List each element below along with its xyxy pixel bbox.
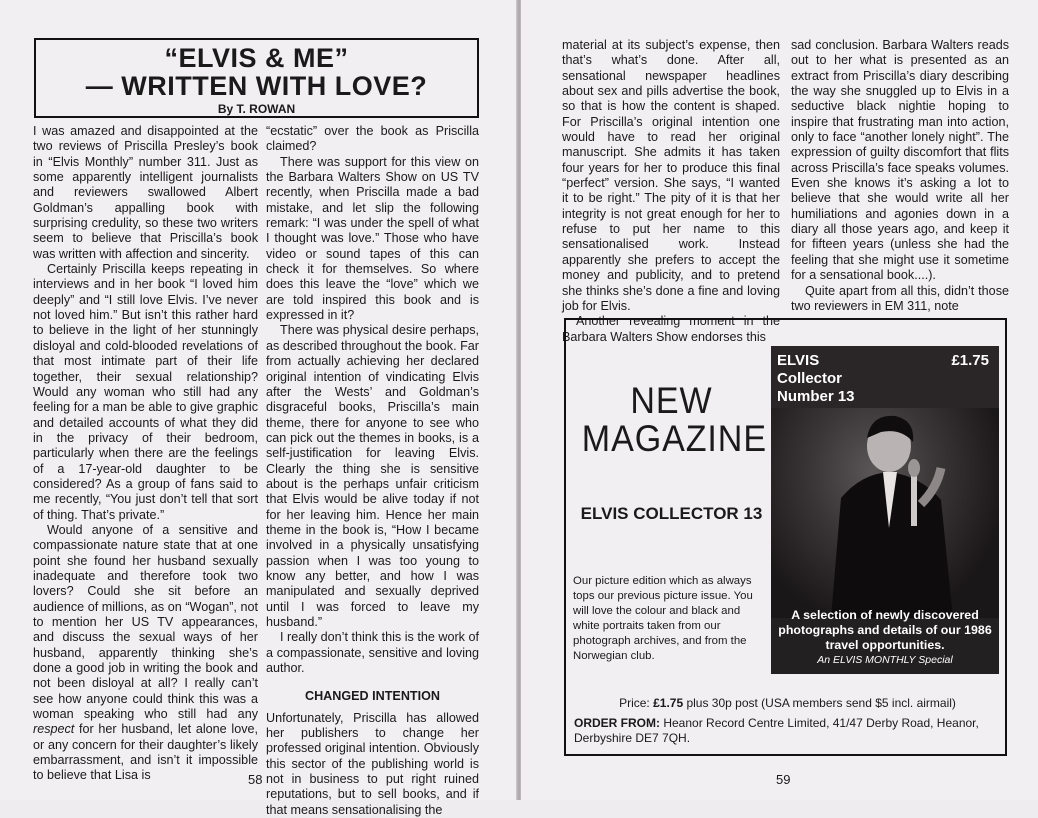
cover-title-line1: ELVIS bbox=[777, 352, 820, 369]
elvis-photo bbox=[771, 408, 999, 618]
cover-title-line2: Collector bbox=[777, 370, 843, 387]
ad-product-name: ELVIS COLLECTOR 13 bbox=[580, 504, 763, 523]
magazine-advertisement bbox=[564, 318, 1007, 756]
paragraph: I really don’t think this is the work of a compassionate, sensitive and loving author. bbox=[266, 630, 479, 676]
article-column-4 bbox=[791, 38, 1009, 318]
paragraph: Quite apart from all this, didn’t those two reviewers in EM 311, note bbox=[791, 283, 1009, 313]
order-address: Heanor Record Centre Limited, 41/47 Derby Road, Heanor, Derbyshire DE7 7QH. bbox=[574, 716, 979, 745]
ad-headline-line2: MAGAZINE bbox=[581, 418, 767, 459]
cover-header bbox=[771, 346, 999, 408]
magazine-cover-image bbox=[771, 346, 999, 674]
price-details: plus 30p post (USA members send $5 incl. airmail) bbox=[683, 696, 956, 710]
ad-price-line bbox=[566, 696, 1009, 710]
article-column-3 bbox=[562, 38, 780, 344]
ad-headline bbox=[581, 380, 767, 459]
section-heading: CHANGED INTENTION bbox=[304, 689, 441, 704]
paragraph-text: for her husband, let alone love, or any concern for their daughter’s likely embarrassment, and isn’t it impossible to believe that Lisa is bbox=[33, 722, 258, 783]
page-number-left: 58 bbox=[248, 772, 263, 787]
article-title-line1: “ELVIS & ME” bbox=[164, 43, 349, 73]
paragraph: I was amazed and disappointed at the two reviews of Priscilla Presley’s book in “Elvis Monthly” number 311. Just as some apparently intelligent journalists and reviewers swallowed Albert Goldman’s appalling book with surprising credulity, so these two writers seem to believe that Priscilla’s book was written with affection and sincerity. bbox=[33, 124, 258, 261]
ad-order-info bbox=[574, 716, 999, 746]
price-value: £1.75 bbox=[653, 696, 684, 710]
article-title-line2: — WRITTEN WITH LOVE? bbox=[85, 71, 428, 101]
cover-special-label: An ELVIS MONTHLY Special bbox=[817, 654, 953, 666]
paragraph: Another revealing moment in the Barbara Walters Show endorses this bbox=[562, 314, 780, 344]
price-label: Price: bbox=[619, 696, 654, 710]
ad-headline-line1: NEW bbox=[630, 380, 713, 421]
paragraph: Certainly Priscilla keeps repeating in interviews and in her book “I loved him deeply” and “I still love Elvis. I’ve never not loved him.” But isn’t this rather hard to believe in the light of her stunningly disloyal and cold-blooded revelations of that most intimate part of their life together, their sexual relationship? Would any woman who still had any feeling for a man be able to give graphic and detailed accounts of what they did in the privacy of their bedroom, particularly when there are the feelings of a 17-year-old daughter to be considered? As a group of fans said to me recently, “You just don’t tell that sort of thing. That’s private.” bbox=[33, 262, 258, 522]
performer-silhouette-icon bbox=[771, 408, 999, 618]
article-column-1 bbox=[33, 124, 258, 783]
cover-caption bbox=[771, 608, 999, 668]
article-byline: By T. ROWAN bbox=[217, 102, 296, 116]
ad-description: Our picture edition which as always tops our previous picture issue. You will love the colour and black and white portraits taken from our photograph archives, and from the Norwegian club. bbox=[573, 575, 753, 662]
article-title-box bbox=[34, 38, 479, 118]
paragraph: There was support for this view on the Barbara Walters Show on US TV recently, when Priscilla made a bad mistake, and let slip the following remark: “I was under the spell of what I thought was love.” Those who have video or sound tapes of this can check it for themselves. So where does this leave the “love” which we are told inspired this book and is expressed in it? bbox=[266, 154, 479, 323]
article-column-2 bbox=[266, 124, 479, 817]
cover-title-line3: Number 13 bbox=[777, 388, 855, 405]
paragraph: There was physical desire perhaps, as described throughout the book. Far from actually achieving her declared original intention of vindicating Elvis after the Wests’ and Goldman’s disgraceful books, Priscilla’s main theme, there for anyone to see who can pick out the themes in books, is a self-justification for leaving Elvis. Clearly the thing she is sensitive about is the perhaps unfair criticism that Elvis would be alive today if not for her leaving him. Hence her main theme in the book is, “How I became involved in a physically unsatisfying passion when I was too young to know any better, and how I was manipulated and sexually deprived until I was forced to leave my husband.” bbox=[266, 323, 479, 629]
cover-title bbox=[777, 352, 855, 406]
paragraph: Unfortunately, Priscilla has allowed her publishers to change her professed original intention. Obviously this sector of the publishing world is not in business to put right ruined reputations, but to sell books, and if that means sensationalising the bbox=[266, 710, 479, 817]
order-label: ORDER FROM: bbox=[574, 716, 660, 730]
page-number-right: 59 bbox=[776, 772, 791, 787]
paragraph: sad conclusion. Barbara Walters reads out to her what is presented as an extract from Priscilla’s diary describing the way she snuggled up to Elvis in a seductive black nightie hoping to inspire that frustrating man into action, only to face “another lonely night”. The expression of guilty discomfort that flits across Priscilla’s face speaks volumes. Even she knows it’s asking a lot to believe that she would write all her humiliations and agonies down in a diary all those years ago, and keep it for fifteen years (unless she had the feeling that she might use it sometime for a sensational book....). bbox=[791, 38, 1009, 283]
cover-price: £1.75 bbox=[951, 352, 989, 369]
paragraph-text: Would anyone of a sensitive and compassionate nature state that at one point she found her husband sexually inadequate and therefore took two lovers? Could she sit before an audience of millions, as on “Wogan”, not to mention her US TV appearances, and discuss the sexual ways of her husband, apparently thinking she’s done a good job in writing the book and not been disloyal at all? I really can’t see how anyone could think this was a woman speaking who still had any bbox=[33, 522, 258, 722]
left-page bbox=[0, 0, 517, 817]
paragraph: “ecstatic” over the book as Priscilla claimed? bbox=[266, 124, 479, 154]
emphasis-text: respect bbox=[33, 722, 75, 737]
cover-caption-text: A selection of newly discovered photographs and details of our 1986 travel opportunities. bbox=[778, 608, 992, 652]
paragraph: material at its subject’s expense, then that’s what’s done. After all, sensational newspaper headlines about sex and pills advertise the book, so that is how the content is shaped. For Priscilla’s original intention one would have to read her original manuscript. She admits it has taken four years for her to produce this final “perfect” version. She says, “I wanted it to be right.” The pity of it is that her integrity is not great enough for her to refuse to put her name to this sensationalised work. Instead apparently she prefers to accept the money and publicity, and to pretend she thinks she’s done a fine and loving job for Elvis. bbox=[562, 38, 780, 313]
paragraph bbox=[33, 523, 258, 784]
